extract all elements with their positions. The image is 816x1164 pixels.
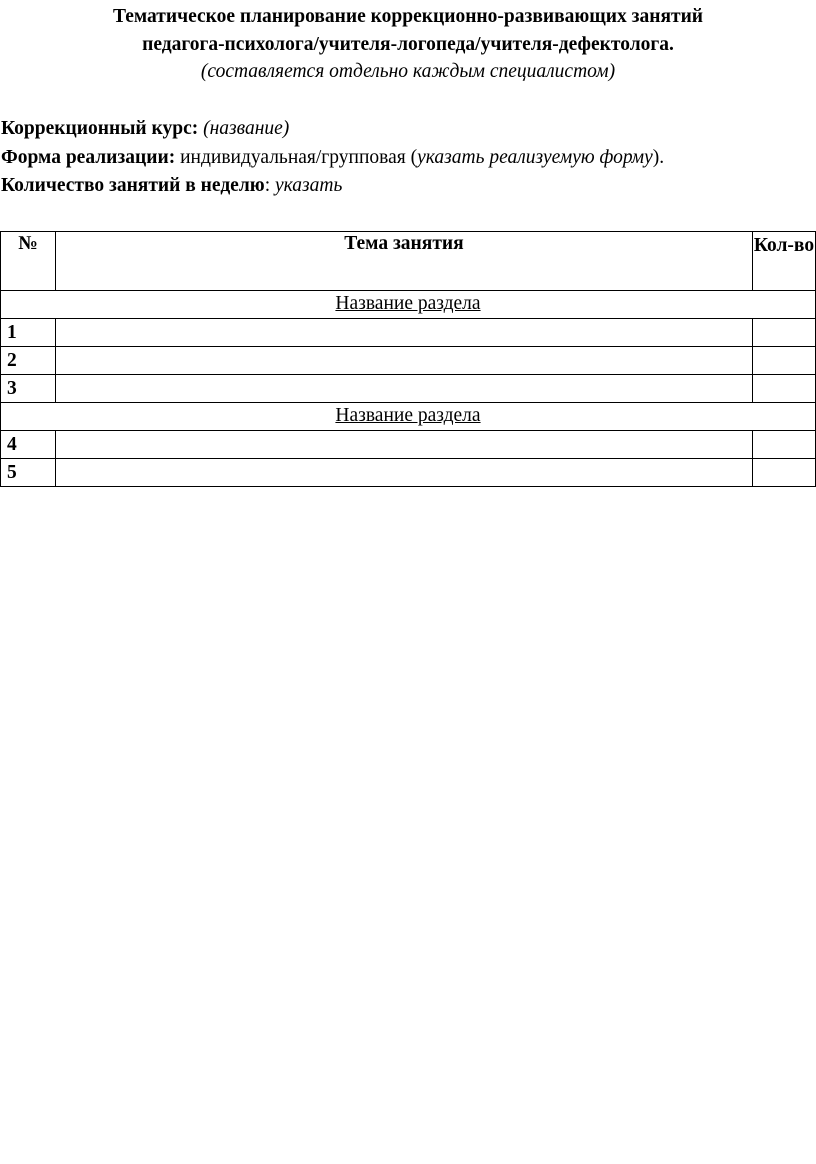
form-value-plain: индивидуальная/групповая (	[180, 147, 418, 168]
row-num: 4	[1, 431, 56, 459]
section-row-2	[1, 403, 816, 431]
header-num: №	[1, 232, 56, 291]
table-row	[1, 347, 816, 375]
table-row	[1, 431, 816, 459]
count-label: Количество занятий в неделю	[1, 175, 265, 196]
row-qty-cell[interactable]	[752, 319, 815, 347]
count-value: указать	[274, 175, 343, 196]
row-topic-cell[interactable]	[56, 319, 753, 347]
row-topic-cell[interactable]	[56, 459, 753, 487]
row-topic-cell[interactable]	[56, 375, 753, 403]
section-title-2: Название раздела	[1, 403, 816, 431]
section-title-1: Название раздела	[1, 291, 816, 319]
header-qty: Кол-во	[752, 232, 815, 291]
row-num: 1	[1, 319, 56, 347]
section-row-1	[1, 291, 816, 319]
title-line-2: педагога-психолога/учителя-логопеда/учителя-дефектолога.	[142, 34, 674, 55]
row-topic-cell[interactable]	[56, 431, 753, 459]
row-num: 5	[1, 459, 56, 487]
form-value-italic: указать реализуемую форму	[417, 147, 653, 168]
table-header-row	[1, 232, 816, 291]
table-row	[1, 319, 816, 347]
course-line	[1, 116, 289, 142]
count-colon: :	[264, 175, 271, 196]
count-line	[1, 173, 342, 199]
table-row	[1, 459, 816, 487]
course-value: (название)	[203, 118, 290, 139]
row-qty-cell[interactable]	[752, 431, 815, 459]
row-qty-cell[interactable]	[752, 375, 815, 403]
form-value-end: ).	[652, 147, 665, 168]
row-num: 2	[1, 347, 56, 375]
header-topic: Тема занятия	[56, 232, 753, 291]
title-line-1: Тематическое планирование коррекционно-развивающих занятий	[112, 6, 704, 27]
row-qty-cell[interactable]	[752, 347, 815, 375]
form-label: Форма реализации:	[1, 147, 176, 168]
row-topic-cell[interactable]	[56, 347, 753, 375]
plan-table	[0, 231, 816, 487]
table-row	[1, 375, 816, 403]
form-line	[1, 145, 664, 171]
course-label: Коррекционный курс:	[1, 118, 199, 139]
title-note: (составляется отдельно каждым специалистом)	[200, 61, 616, 82]
row-num: 3	[1, 375, 56, 403]
row-qty-cell[interactable]	[752, 459, 815, 487]
